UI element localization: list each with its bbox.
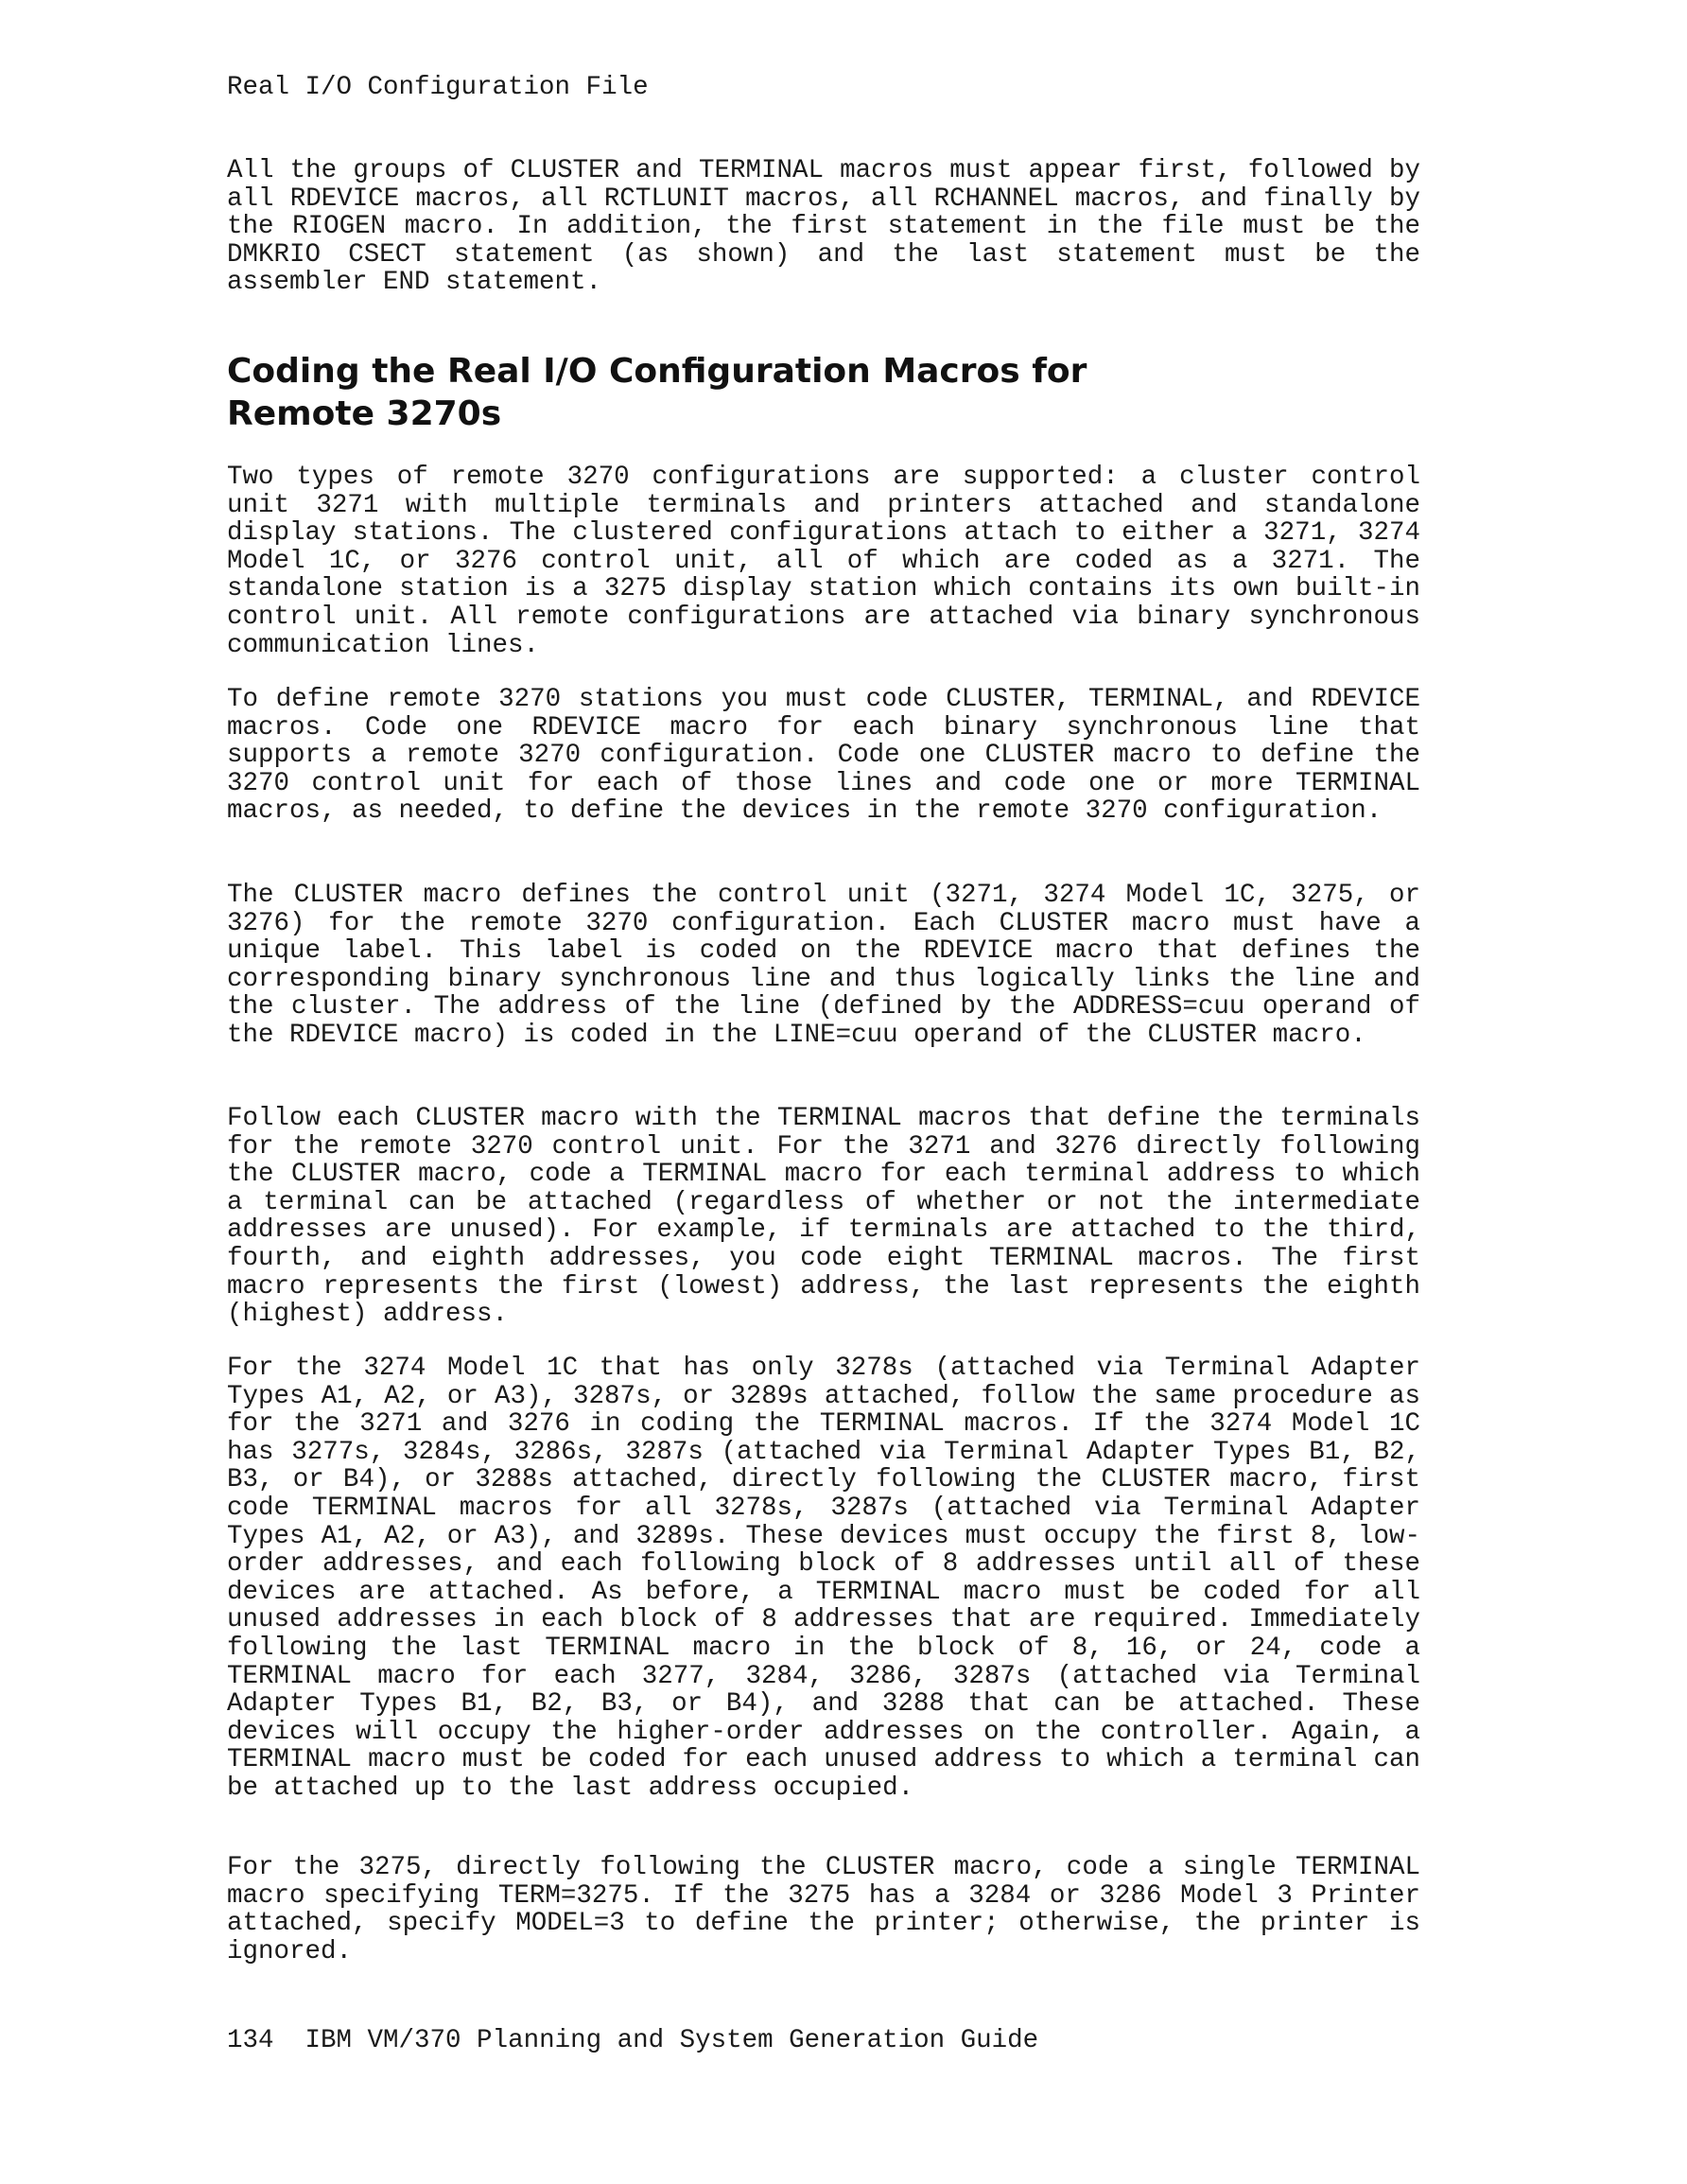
section-heading-line-2: Remote 3270s (227, 394, 502, 433)
book-title: IBM VM/370 Planning and System Generation Guide (304, 2026, 1039, 2055)
body-paragraph-remote-types: Two types of remote 3270 configurations are supported: a cluster control unit 3271 with multiple terminals and printers attached and standalone display stations. The clustered configurations attach to either a 3271, 3274 Model 1C, or 3276 control unit, all of which are coded as a 3271. The standalone station is a 3275 display station which contains its own built-in control unit. All remote configurations are attached via binary synchronous communication lines. (227, 463, 1420, 660)
body-paragraph-terminal-macros: Follow each CLUSTER macro with the TERMINAL macros that define the terminals for the remote 3270 control unit. For the 3271 and 3276 directly following the CLUSTER macro, code a TERMINAL macro for each terminal address to which a terminal can be attached (regardless of whether or not the intermediate addresses are unused). For example, if terminals are attached to the third, fourth, and eighth addresses, you code eight TERMINAL macros. The first macro represents the first (lowest) address, the last represents the eighth (highest) address. (227, 1104, 1420, 1330)
body-paragraph-3275: For the 3275, directly following the CLUSTER macro, code a single TERMINAL macro specifying TERM=3275. If the 3275 has a 3284 or 3286 Model 3 Printer attached, specify MODEL=3 to define the printer; otherwise, the printer is ignored. (227, 1853, 1420, 1966)
intro-paragraph: All the groups of CLUSTER and TERMINAL macros must appear first, followed by all RDEVICE macros, all RCTLUNIT macros, all RCHANNEL macros, and finally by the RIOGEN macro. In addition, the first statement in the file must be the DMKRIO CSECT statement (as shown) and the last statement must be the assembler END statement. (227, 156, 1420, 298)
body-paragraph-cluster-macro: The CLUSTER macro defines the control unit (3271, 3274 Model 1C, 3275, or 3276) for the remote 3270 configuration. Each CLUSTER macro must have a unique label. This label is coded on the RDEVICE macro that defines the corresponding binary synchronous line and thus logically links the line and the cluster. The address of the line (defined by the ADDRESS=cuu operand of the RDEVICE macro) is coded in the LINE=cuu operand of the CLUSTER macro. (227, 881, 1420, 1050)
section-heading (227, 350, 1420, 435)
running-header: Real I/O Configuration File (227, 73, 649, 102)
body-paragraph-define-stations: To define remote 3270 stations you must code CLUSTER, TERMINAL, and RDEVICE macros. Code one RDEVICE macro for each binary synchronous line that supports a remote 3270 configuration. Code one CLUSTER macro to define the 3270 control unit for each of those lines and code one or more TERMINAL macros, as needed, to define the devices in the remote 3270 configuration. (227, 685, 1420, 827)
page-footer (227, 2027, 1038, 2055)
section-heading-line-1: Coding the Real I/O Configuration Macros for (227, 352, 1087, 391)
page-number: 134 (227, 2026, 274, 2055)
body-paragraph-3274-model-1c: For the 3274 Model 1C that has only 3278s (attached via Terminal Adapter Types A1, A2, or A3), 3287s, or 3289s attached, follow the same procedure as for the 3271 and 3276 in coding the TERMINAL macros. If the 3274 Model 1C has 3277s, 3284s, 3286s, 3287s (attached via Terminal Adapter Types B1, B2, B3, or B4), or 3288s attached, directly following the CLUSTER macro, first code TERMINAL macros for all 3278s, 3287s (attached via Terminal Adapter Types A1, A2, or A3), and 3289s. These devices must occupy the first 8, low-order addresses, and each following block of 8 addresses until all of these devices are attached. As before, a TERMINAL macro must be coded for all unused addresses in each block of 8 addresses that are required. Immediately following the last TERMINAL macro in the block of 8, 16, or 24, code a TERMINAL macro for each 3277, 3284, 3286, 3287s (attached via Terminal Adapter Types B1, B2, B3, or B4), and 3288 that can be attached. These devices will occupy the higher-order addresses on the controller. Again, a TERMINAL macro must be coded for each unused address to which a terminal can be attached up to the last address occupied. (227, 1354, 1420, 1803)
